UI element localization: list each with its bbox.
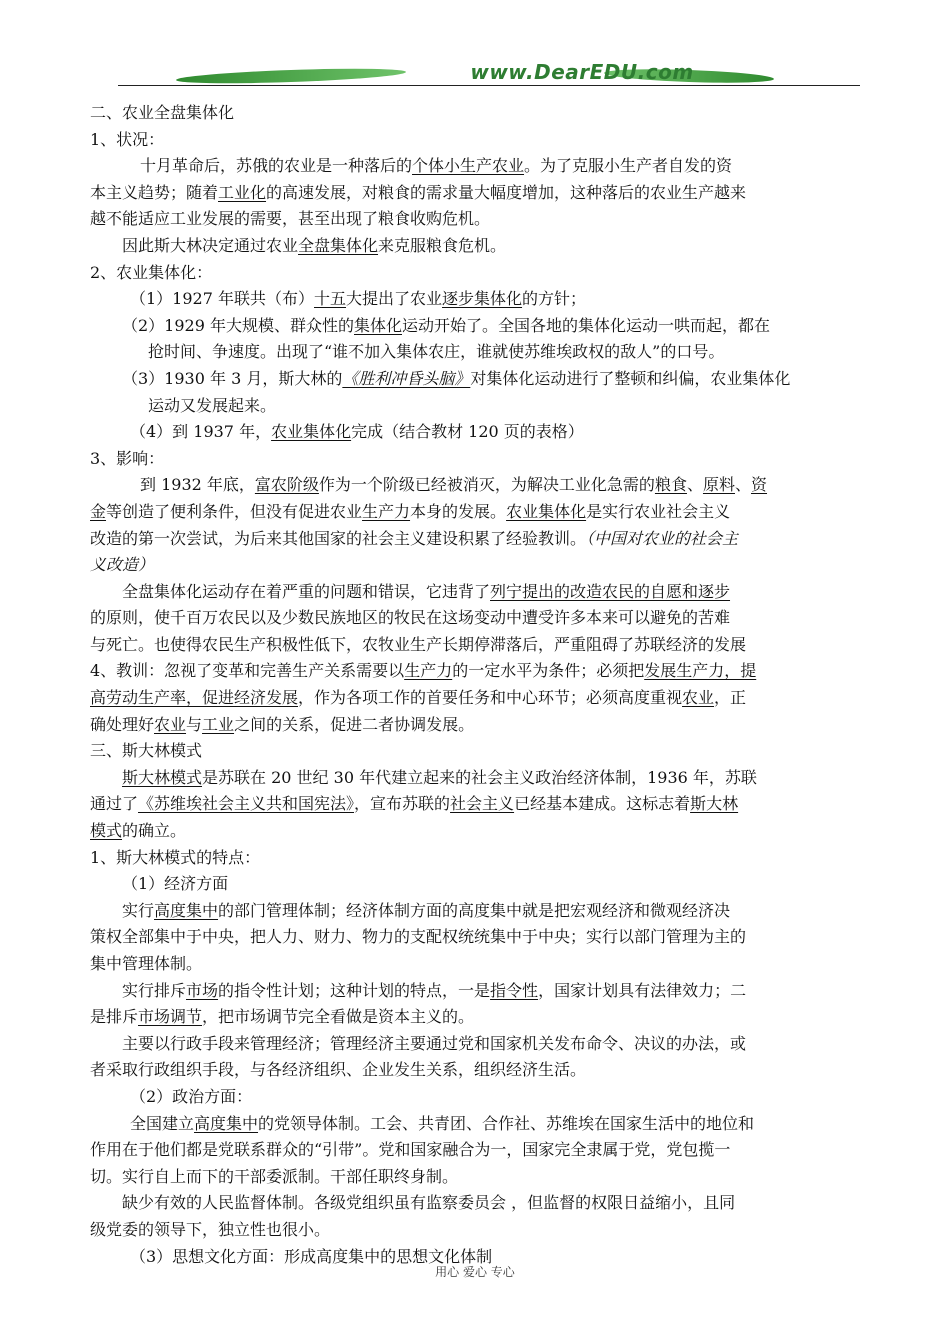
text-run: 的党领导体制。工会、共青团、合作社、苏维埃在国家生活中的地位和 <box>258 1113 755 1133</box>
text-line <box>90 153 862 180</box>
text-line <box>90 1190 862 1217</box>
underlined-term: 斯大林模式 <box>122 767 203 787</box>
text-line <box>90 579 862 606</box>
text-run: 是排斥 <box>90 1007 139 1027</box>
text-run: 全国建立 <box>130 1113 195 1133</box>
text-run: 、 <box>734 475 751 495</box>
text-run: 。为了克服小生产者自发的资 <box>524 156 733 176</box>
text-run: 运动开始了。全国各地的集体化运动一哄而起，都在 <box>402 315 771 335</box>
text-run: 作为一个阶级已经被消灭，为解决工业化急需的 <box>318 475 655 495</box>
text-line <box>90 765 862 792</box>
text-line <box>90 791 862 818</box>
underlined-term: 模式 <box>90 821 123 841</box>
underlined-term: 工业 <box>202 714 235 734</box>
text-run: 策权全部集中于中央，把人力、财力、物力的支配权统统集中于中央；实行以部门管理为主的 <box>90 927 747 947</box>
text-run: 之间的关系，促进二者协调发展。 <box>234 714 475 734</box>
text-run: （3）思想文化方面：形成高度集中的思想文化体制 <box>130 1246 493 1266</box>
text-line <box>90 313 862 340</box>
text-run: 与 <box>186 714 203 734</box>
text-run: 2、农业集体化： <box>90 262 213 282</box>
text-line <box>90 605 862 632</box>
text-line <box>90 260 862 287</box>
text-run: 因此斯大林决定通过农业 <box>122 235 299 255</box>
text-line <box>90 526 862 553</box>
text-run: 的确立。 <box>122 821 187 841</box>
text-run: 通过了 <box>90 794 139 814</box>
text-run: （中国对农业的社会主 <box>586 528 739 548</box>
text-run: 的一定水平为条件；必须把 <box>452 661 645 681</box>
text-line <box>90 180 862 207</box>
underlined-term: 《苏维埃社会主义共和国宪法》 <box>138 794 355 814</box>
text-line <box>90 1217 862 1244</box>
text-line <box>90 446 862 473</box>
underlined-term: 《胜利冲昏头脑》 <box>342 368 471 388</box>
text-run: （4）到 1937 年， <box>130 422 272 442</box>
underlined-term: 工业化 <box>218 182 267 202</box>
text-run: 等创造了便利条件，但没有促进农业 <box>106 501 363 521</box>
text-run: ，作为各项工作的首要任务和中心环节；必须高度重视 <box>298 688 683 708</box>
text-line <box>90 685 862 712</box>
text-line <box>90 845 862 872</box>
underlined-term: 社会主义 <box>450 794 515 814</box>
underlined-term: 斯大林 <box>690 794 739 814</box>
text-run: 1、斯大林模式的特点： <box>90 847 261 867</box>
text-run: 3、影响： <box>90 448 165 468</box>
text-run: 本身的发展。 <box>410 501 507 521</box>
text-line <box>90 206 862 233</box>
underlined-term: 十五 <box>314 289 347 309</box>
text-run: 三、斯大林模式 <box>90 741 203 761</box>
underlined-term: 市场 <box>186 980 219 1000</box>
text-line <box>90 632 862 659</box>
text-run: 切。实行自上而下的干部委派制。干部任职终身制。 <box>90 1166 459 1186</box>
underlined-term: 资 <box>751 475 768 495</box>
underlined-term: 粮食 <box>654 475 687 495</box>
text-run: 抢时间、争速度。出现了“谁不加入集体农庄，谁就使苏维埃政权的敌人”的口号。 <box>148 342 725 362</box>
text-run: 来克服粮食危机。 <box>378 235 507 255</box>
underlined-term: 发展生产力，提 <box>644 661 757 681</box>
text-run: （1）1927 年联共（布） <box>130 289 314 309</box>
text-run: 越不能适应工业发展的需要，甚至出现了粮食收购危机。 <box>90 209 491 229</box>
text-run: 的高速发展，对粮食的需求量大幅度增加，这种落后的农业生产越来 <box>266 182 747 202</box>
text-line <box>90 1004 862 1031</box>
text-line <box>90 1164 862 1191</box>
underlined-term: 高劳动生产率，促进经济发展 <box>90 688 299 708</box>
document-body <box>90 100 862 1270</box>
text-line <box>90 951 862 978</box>
text-line <box>90 818 862 845</box>
text-run: 与死亡。也使得农民生产积极性低下，农牧业生产长期停滞落后，严重阻碍了苏联经济的发展 <box>90 634 747 654</box>
underlined-term: 富农阶级 <box>254 475 319 495</box>
site-banner <box>118 58 860 92</box>
text-line <box>90 1084 862 1111</box>
text-run: ，正 <box>714 688 747 708</box>
text-run: 的方针； <box>522 289 587 309</box>
text-line <box>90 1111 862 1138</box>
text-run: 级党委的领导下，独立性也很小。 <box>90 1219 331 1239</box>
text-run: 十月革命后，苏俄的农业是一种落后的 <box>140 156 413 176</box>
text-run: 对集体化运动进行了整顿和纠偏，农业集体化 <box>470 368 791 388</box>
underlined-term: 个体小生产农业 <box>412 156 525 176</box>
text-line <box>90 339 862 366</box>
underlined-term: 列宁提出的改造农民的自愿和逐步 <box>490 581 731 601</box>
text-line <box>90 366 862 393</box>
underlined-term: 农业集体化 <box>506 501 587 521</box>
text-line <box>90 499 862 526</box>
text-run: （3）1930 年 3 月，斯大林的 <box>122 368 343 388</box>
text-run: 主要以行政手段来管理经济；管理经济主要通过党和国家机关发布命令、决议的办法，或 <box>122 1033 747 1053</box>
text-run: 确处理好 <box>90 714 155 734</box>
text-run: 的原则，使千百万农民以及少数民族地区的牧民在这场变动中遭受许多本来可以避免的苦难 <box>90 608 731 628</box>
underlined-term: 原料 <box>702 475 735 495</box>
text-run: ，国家计划具有法律效力；二 <box>538 980 747 1000</box>
text-run: ，宣布苏联的 <box>354 794 451 814</box>
text-line <box>90 871 862 898</box>
text-line <box>90 712 862 739</box>
text-run: 是苏联在 20 世纪 30 年代建立起来的社会主义政治经济体制，1936 年，苏联 <box>202 767 757 787</box>
left-leaf-decoration <box>176 66 406 86</box>
text-run: 作用在于他们都是党联系群众的“引带”。党和国家融合为一，国家完全隶属于党，党包揽一 <box>90 1140 731 1160</box>
text-line <box>90 472 862 499</box>
text-run: 者采取行政组织手段，与各经济组织、企业发生关系，组织经济生活。 <box>90 1060 587 1080</box>
text-line <box>90 419 862 446</box>
text-run: 4、教训：忽视了变革和完善生产关系需要以 <box>90 661 405 681</box>
text-line <box>90 552 862 579</box>
text-run: 完成（结合教材 120 页的表格） <box>351 422 584 442</box>
text-line <box>90 1031 862 1058</box>
text-run: 是实行农业社会主义 <box>586 501 731 521</box>
text-run: 集中管理体制。 <box>90 954 203 973</box>
text-run: 、 <box>686 475 703 495</box>
underlined-term: 市场调节 <box>138 1007 203 1027</box>
page-footer: 用心 爱心 专心 <box>435 1265 515 1279</box>
text-line <box>90 233 862 260</box>
underlined-term: 生产力 <box>362 501 411 521</box>
text-line <box>90 978 862 1005</box>
underlined-term: 集体化 <box>354 315 403 335</box>
text-line <box>90 738 862 765</box>
text-run: 已经基本建成。这标志着 <box>514 794 691 814</box>
text-line <box>90 286 862 313</box>
text-run: 本主义趋势；随着 <box>90 182 219 202</box>
text-line <box>90 1137 862 1164</box>
site-logo-text: www.DearEDU.com <box>470 60 694 84</box>
text-run: 大提出了农业 <box>346 289 443 309</box>
text-run: 二、农业全盘集体化 <box>90 103 235 122</box>
header-rule <box>118 85 860 86</box>
text-line <box>90 127 862 154</box>
text-run: （2）1929 年大规模、群众性的 <box>122 315 354 335</box>
text-run: 运动又发展起来。 <box>148 395 277 415</box>
text-line <box>90 1057 862 1084</box>
text-run: 缺少有效的人民监督体制。各级党组织虽有监察委员会 ，但监督的权限日益缩小，且同 <box>122 1193 736 1213</box>
text-run: 义改造） <box>90 555 155 575</box>
underlined-term: 生产力 <box>404 661 453 681</box>
text-run: （1）经济方面 <box>122 874 229 894</box>
text-run: ，把市场调节完全看做是资本主义的。 <box>202 1007 475 1027</box>
text-line <box>90 924 862 951</box>
text-run: （2）政治方面： <box>130 1086 253 1106</box>
underlined-term: 全盘集体化 <box>298 235 379 255</box>
underlined-term: 高度集中 <box>154 900 219 920</box>
text-run: 的指令性计划；这种计划的特点，一是 <box>218 980 491 1000</box>
text-line <box>90 898 862 925</box>
text-line <box>90 100 862 127</box>
text-run: 全盘集体化运动存在着严重的问题和错误，它违背了 <box>122 581 491 601</box>
underlined-term: 高度集中 <box>194 1113 259 1133</box>
text-run: 实行 <box>122 900 155 920</box>
text-run: 到 1932 年底， <box>140 475 255 495</box>
text-line <box>90 658 862 685</box>
underlined-term: 农业集体化 <box>271 422 352 442</box>
text-run: 改造的第一次尝试，为后来其他国家的社会主义建设积累了经验教训。 <box>90 528 587 548</box>
text-line <box>90 393 862 420</box>
underlined-term: 农业 <box>154 714 187 734</box>
text-run: 1、状况： <box>90 129 165 149</box>
underlined-term: 金 <box>90 501 107 521</box>
underlined-term: 指令性 <box>490 980 539 1000</box>
text-run: 实行排斥 <box>122 980 187 1000</box>
underlined-term: 逐步集体化 <box>442 289 523 309</box>
underlined-term: 农业 <box>682 688 715 708</box>
text-run: 的部门管理体制；经济体制方面的高度集中就是把宏观经济和微观经济决 <box>218 900 731 920</box>
